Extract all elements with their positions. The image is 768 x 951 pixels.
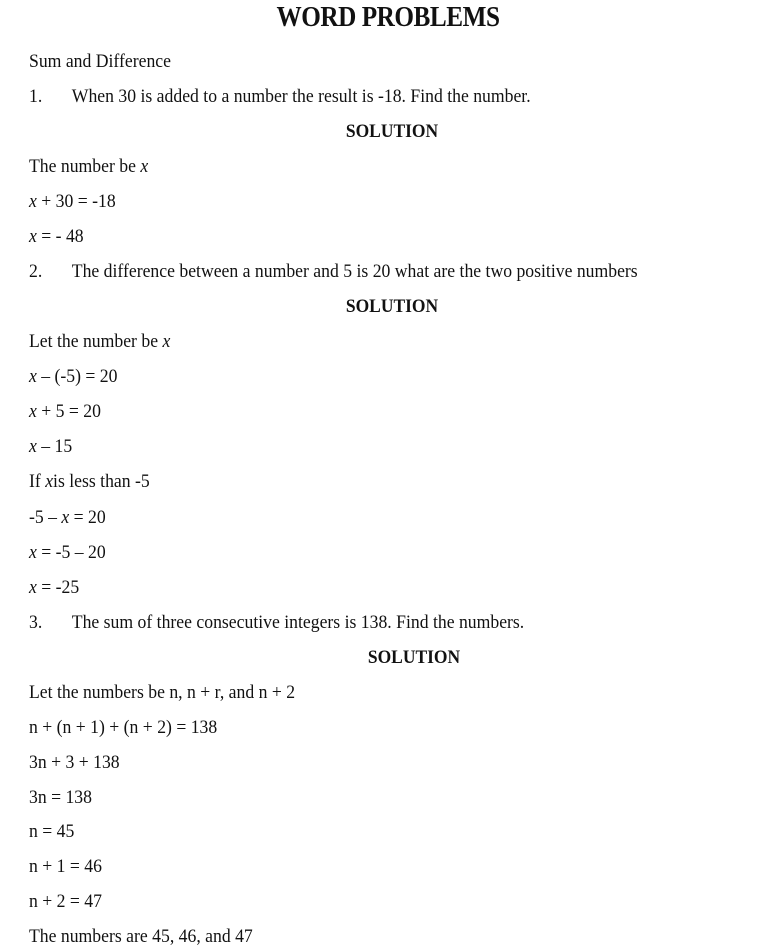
page-title: WORD PROBLEMS	[276, 2, 500, 33]
solution-step: n = 45	[29, 821, 75, 842]
problem-1-question	[29, 85, 531, 109]
section-heading: Sum and Difference	[29, 51, 171, 72]
solution-step: x – 15	[29, 436, 73, 457]
solution-step: The number be x	[29, 156, 149, 177]
solution-heading: SOLUTION	[367, 647, 461, 668]
problem-text: When 30 is added to a number the result is -18. Find the number.	[71, 86, 531, 107]
solution-step: x + 5 = 20	[29, 401, 101, 422]
solution-step: n + 2 = 47	[29, 891, 102, 912]
solution-step: x + 30 = -18	[29, 191, 116, 212]
problem-number: 2.	[29, 261, 43, 282]
problem-text: The sum of three consecutive integers is 138. Find the numbers.	[71, 612, 525, 633]
solution-step: Let the numbers be n, n + r, and n + 2	[29, 682, 296, 703]
solution-heading: SOLUTION	[345, 296, 439, 317]
solution-step: Let the number be x	[29, 331, 171, 352]
problem-3-question	[29, 611, 524, 635]
problem-number: 1.	[29, 86, 43, 107]
solution-step: n + (n + 1) + (n + 2) = 138	[29, 717, 218, 738]
solution-step: n + 1 = 46	[29, 856, 102, 877]
solution-step: 3n + 3 + 138	[29, 752, 120, 773]
solution-step: x = -5 – 20	[29, 542, 106, 563]
solution-answer: The numbers are 45, 46, and 47	[29, 926, 253, 947]
solution-step: x = -25	[29, 577, 80, 598]
solution-step: x = - 48	[29, 226, 84, 247]
solution-heading: SOLUTION	[345, 121, 439, 142]
problem-text: The difference between a number and 5 is 20 what are the two positive numbers	[71, 261, 638, 282]
solution-step: If xis less than -5	[29, 471, 150, 492]
problem-number: 3.	[29, 612, 43, 633]
solution-step: 3n = 138	[29, 787, 92, 808]
solution-step: -5 – x = 20	[29, 507, 106, 528]
solution-step: x – (-5) = 20	[29, 366, 118, 387]
problem-2-question	[29, 260, 638, 284]
